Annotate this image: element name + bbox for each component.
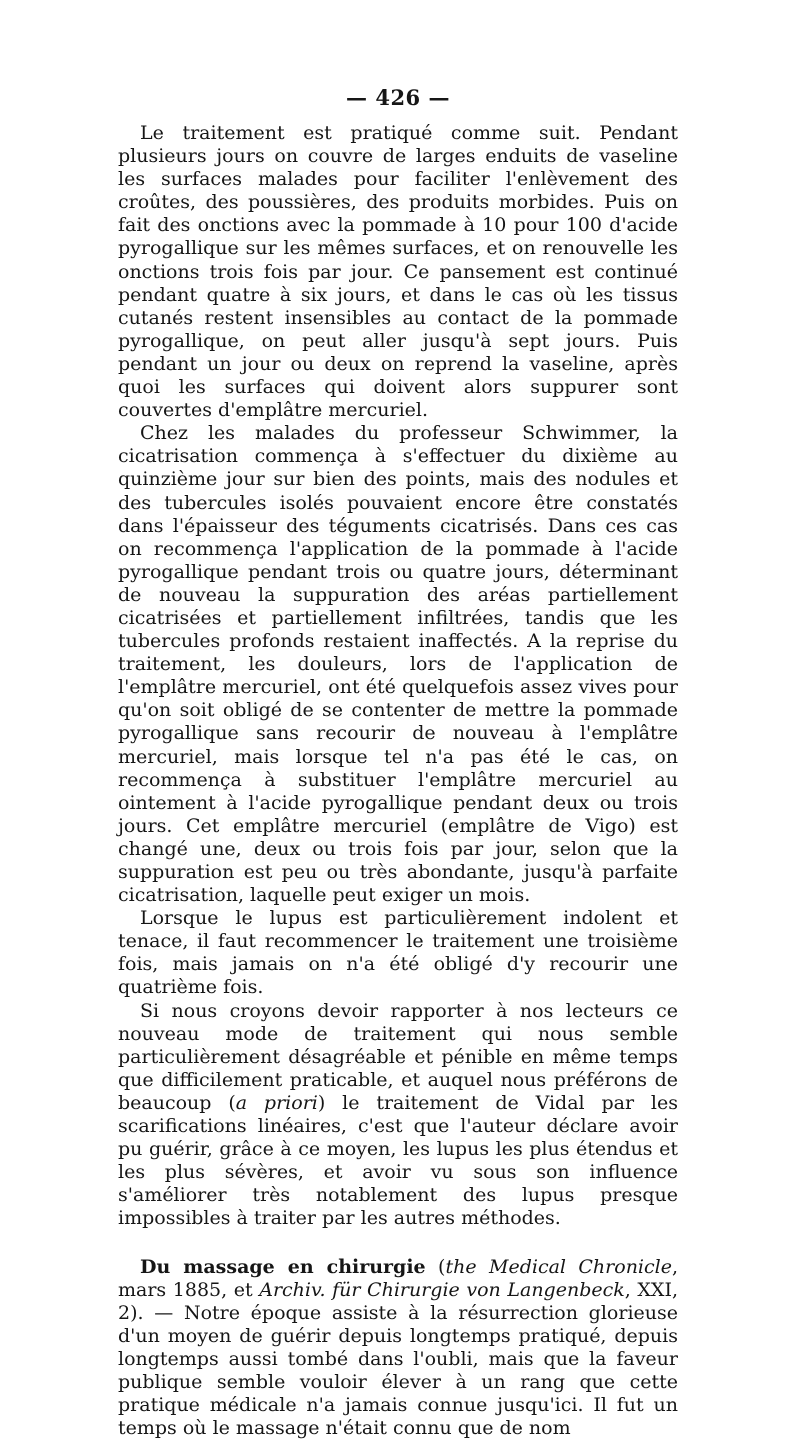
paragraph-text: ) le traitement de Vidal par les scarifications linéaires, c'est que l'auteur déclare avoir pu guérir, grâce à ce moyen, les lupus les plus étendus et les plus sévères, et avoir vu sous son influence s'améliorer très notablement des lupus presque impossibles à traiter par les autres méthodes. [118, 1092, 678, 1229]
section-divider [118, 1231, 678, 1256]
paragraph-treatment-method: Le traitement est pratiqué comme suit. Pendant plusieurs jours on couvre de larges enduits de vaseline les surfaces malades pour faciliter l'enlèvement des croûtes, des poussières, des produits morbides. Puis on fait des onctions avec la pommade à 10 pour 100 d'acide pyrogallique sur les mêmes surfaces, et on renouvelle les onctions trois fois par jour. Ce pansement est continué pendant quatre à six jours, et dans le cas où les tissus cutanés restent insensibles au contact de la pommade pyrogallique, on peut aller jusqu'à sept jours. Puis pendant un jour ou deux on reprend la vaseline, après quoi les surfaces qui doivent alors suppurer sont couvertes d'emplâtre mercuriel. [118, 122, 678, 422]
section-massage [118, 1256, 678, 1440]
section-text: Notre époque assiste à la résurrection glorieuse d'un moyen de guérir depuis longtemps pratiqué, depuis longtemps aussi tombé dans l'oubli, mais que la faveur publique semble vouloir élever à un rang que cette pratique médicale n'a jamais connue jusqu'ici. Il fut un temps où le massage n'était connu que de nom [118, 1302, 678, 1439]
section-heading: Du massage en chirurgie [140, 1256, 426, 1278]
citation-paren: ( [426, 1256, 446, 1278]
paragraph-text: Si nous croyons devoir rapporter à nos lecteurs ce nouveau mode de traitement qui nous semble particulièrement désagréable et pénible en même temps que difficilement praticable, et auquel nous préférons de beaucoup ( [118, 1000, 678, 1114]
document-page [118, 84, 678, 1440]
paragraph-schwimmer-results: Chez les malades du professeur Schwimmer, la cicatrisation commença à s'effectuer du dixième au quinzième jour sur bien des points, mais des nodules et des tubercules isolés pouvaient encore être constatés dans l'épaisseur des téguments cicatrisés. Dans ces cas on recommença l'application de la pommade à l'acide pyrogallique pendant trois ou quatre jours, déterminant de nouveau la suppuration des aréas partiellement cicatrisées et partiellement infiltrées, tandis que les tubercules profonds restaient inaffectés. A la reprise du traitement, les douleurs, lors de l'application de l'emplâtre mercuriel, ont été quelquefois assez vives pour qu'on soit obligé de se contenter de mettre la pommade pyrogallique sans recourir de nouveau à l'emplâtre mercuriel, mais lorsque tel n'a pas été le cas, on recommença à substituer l'emplâtre mercuriel au ointement à l'acide pyrogallique pendant deux ou trois jours. Cet emplâtre mercuriel (emplâtre de Vigo) est changé une, deux ou trois fois par jour, selon que la suppuration est peu ou très abondante, jusqu'à parfaite cicatrisation, laquelle peut exiger un mois. [118, 422, 678, 907]
citation-date: , mars 1885, et [118, 1256, 678, 1301]
citation-source-1: the Medical Chronicle [445, 1256, 671, 1278]
italic-term: a priori [236, 1092, 318, 1114]
page-number: — 426 — [118, 84, 678, 112]
citation-source-2: Archiv. für Chirurgie von Langenbeck [259, 1279, 625, 1301]
citation-reference: , XXI, 2). — [118, 1279, 678, 1324]
paragraph-indolent-lupus: Lorsque le lupus est particulièrement indolent et tenace, il faut recommencer le traitement une troisième fois, mais jamais on n'a été obligé d'y recourir une quatrième fois. [118, 907, 678, 999]
paragraph-author-opinion [118, 1000, 678, 1231]
article-body [118, 122, 678, 1440]
